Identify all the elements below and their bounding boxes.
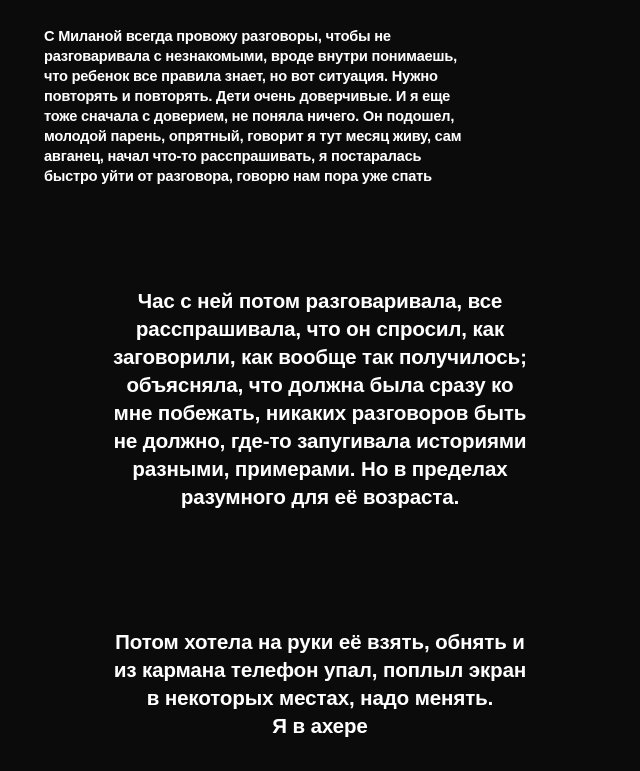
story-text-line: в некоторых местах, надо менять. <box>146 687 494 710</box>
story-text-line: Час с ней потом разговаривала, все <box>137 290 503 313</box>
story-text-line: Потом хотела на руки её взять, обнять и <box>115 631 525 654</box>
story-text-block-middle <box>40 288 600 512</box>
story-text-line: разными, примерами. Но в пределах <box>132 458 508 481</box>
story-text-block-intro <box>44 27 604 187</box>
story-text-line: повторять и повторять. Дети очень доверчивые. И я еще <box>44 89 451 105</box>
story-text-line: не должно, где-то запугивала историями <box>113 430 527 453</box>
story-text-line: молодой парень, опрятный, говорит я тут месяц живу, сам <box>44 129 462 145</box>
story-text-line: Я в ахере <box>272 715 368 738</box>
story-text-line: авганец, начал что-то расспрашивать, я постаралась <box>44 149 422 165</box>
story-text-line: что ребенок все правила знает, но вот ситуация. Нужно <box>44 69 438 85</box>
story-text-line: тоже сначала с доверием, не поняла ничего. Он подошел, <box>44 109 455 125</box>
story-text-line: С Миланой всегда провожу разговоры, чтобы не <box>44 29 391 45</box>
story-text-line: разумного для её возраста. <box>180 486 460 509</box>
story-text-line: расспрашивала, что он спросил, как <box>135 318 505 341</box>
story-text-line: объясняла, что должна была сразу ко <box>126 374 514 397</box>
story-text-line: заговорили, как вообще так получилось; <box>113 346 527 369</box>
story-text-line: быстро уйти от разговора, говорю нам пора уже спать <box>44 169 432 185</box>
story-text-line: мне побежать, никаких разговоров быть <box>113 402 527 425</box>
story-text-block-ending <box>40 629 600 741</box>
story-text-line: из кармана телефон упал, поплыл экран <box>113 659 527 682</box>
story-text-line: разговаривала с незнакомыми, вроде внутри понимаешь, <box>44 49 457 65</box>
